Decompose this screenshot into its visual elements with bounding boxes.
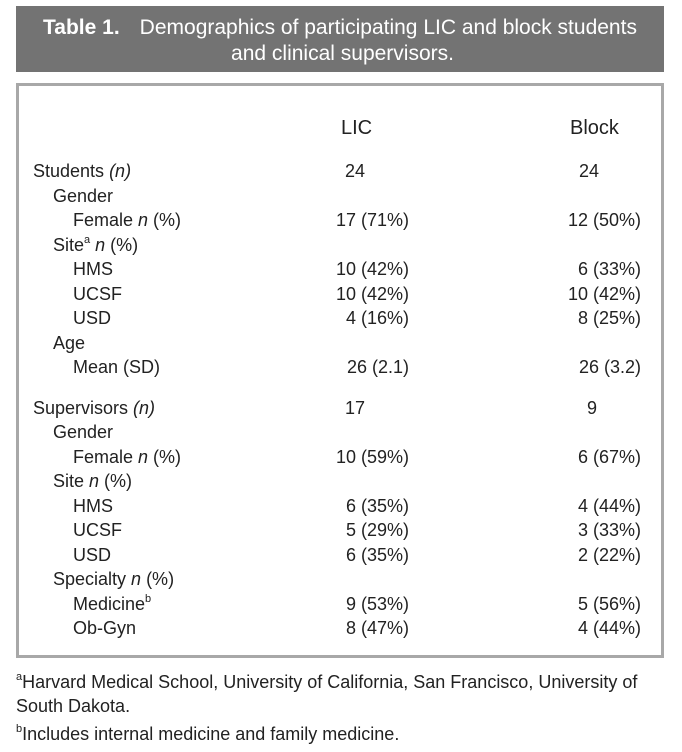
row-label: HMS [73,259,113,279]
footnote-text: Includes internal medicine and family medicine. [22,724,400,744]
lic-value: 24 [345,161,366,181]
table-row [19,282,661,306]
lic-value: 10 (59%) [335,447,409,467]
row-label: Female n (%) [73,447,182,467]
caption-line-1 [16,16,664,40]
footnotes [16,670,666,746]
lic-value: 17 [345,398,366,418]
row-label: Gender [53,186,114,206]
block-value: 4 (44%) [577,496,641,516]
table-row [19,233,661,257]
row-label: Age [53,333,86,353]
row-label: UCSF [73,284,122,304]
table-row [19,396,661,420]
table-row [19,420,661,444]
row-label: Site n (%) [53,471,133,491]
lic-value: 17 (71%) [335,210,409,230]
column-header-lic: LIC [341,117,373,139]
row-label: Students (n) [33,161,132,181]
block-value: 6 (67%) [577,447,641,467]
table-row [19,159,661,183]
block-value: 2 (22%) [577,545,641,565]
caption-line-2: and clinical supervisors. [231,42,454,65]
table-row [19,445,661,469]
table-row [19,184,661,208]
lic-value: 26 (2.1) [346,357,409,377]
row-label: Medicine$^b$ [73,593,152,614]
row-label: USD [73,545,112,565]
row-label: HMS [73,496,113,516]
table-row [19,331,661,355]
table-row [19,494,661,518]
demographics-table [16,83,664,658]
block-value: 6 (33%) [577,259,641,279]
lic-value: 10 (42%) [335,259,409,279]
row-label: USD [73,308,112,328]
table-row [19,567,661,591]
block-value: 24 [579,161,600,181]
row-label: Mean (SD) [73,357,161,377]
column-header-row [19,116,661,140]
row-label: Female n (%) [73,210,182,230]
block-value: 8 (25%) [577,308,641,328]
table-row [19,543,661,567]
footnote-b [16,722,666,746]
footnote-text: Harvard Medical School, University of California, San Francisco, University of [22,672,638,692]
table-number: Table 1. [43,16,120,39]
footnote-mark: b [16,723,23,735]
block-value: 5 (56%) [577,594,641,614]
table-row [19,518,661,542]
lic-value: 5 (29%) [345,520,409,540]
lic-value: 10 (42%) [335,284,409,304]
row-label: Site$^a$ n (%) [53,234,139,255]
row-label: Specialty n (%) [53,569,175,589]
footnote-mark: a [16,671,23,683]
table-row [19,355,661,379]
block-value: 26 (3.2) [578,357,641,377]
table-row [19,208,661,232]
row-label: Ob-Gyn [73,618,137,638]
lic-value: 6 (35%) [345,496,409,516]
block-value: 12 (50%) [567,210,641,230]
block-value: 10 (42%) [567,284,641,304]
lic-value: 9 (53%) [345,594,409,614]
lic-value: 6 (35%) [345,545,409,565]
table-row [19,616,661,640]
block-value: 4 (44%) [577,618,641,638]
row-label: UCSF [73,520,122,540]
block-value: 9 [587,398,598,418]
row-label: Gender [53,422,114,442]
lic-value: 4 (16%) [345,308,409,328]
footnote-a [16,670,666,694]
table-row [19,306,661,330]
block-value: 3 (33%) [577,520,641,540]
table-row [19,469,661,493]
table-caption [16,6,664,72]
row-label: Supervisors (n) [33,398,156,418]
caption-title-1: Demographics of participating LIC and block students [139,16,637,39]
table-row [19,592,661,616]
footnote-a-continuation: South Dakota. [16,696,131,716]
lic-value: 8 (47%) [345,618,409,638]
column-header-block: Block [570,117,619,139]
table-row [19,257,661,281]
